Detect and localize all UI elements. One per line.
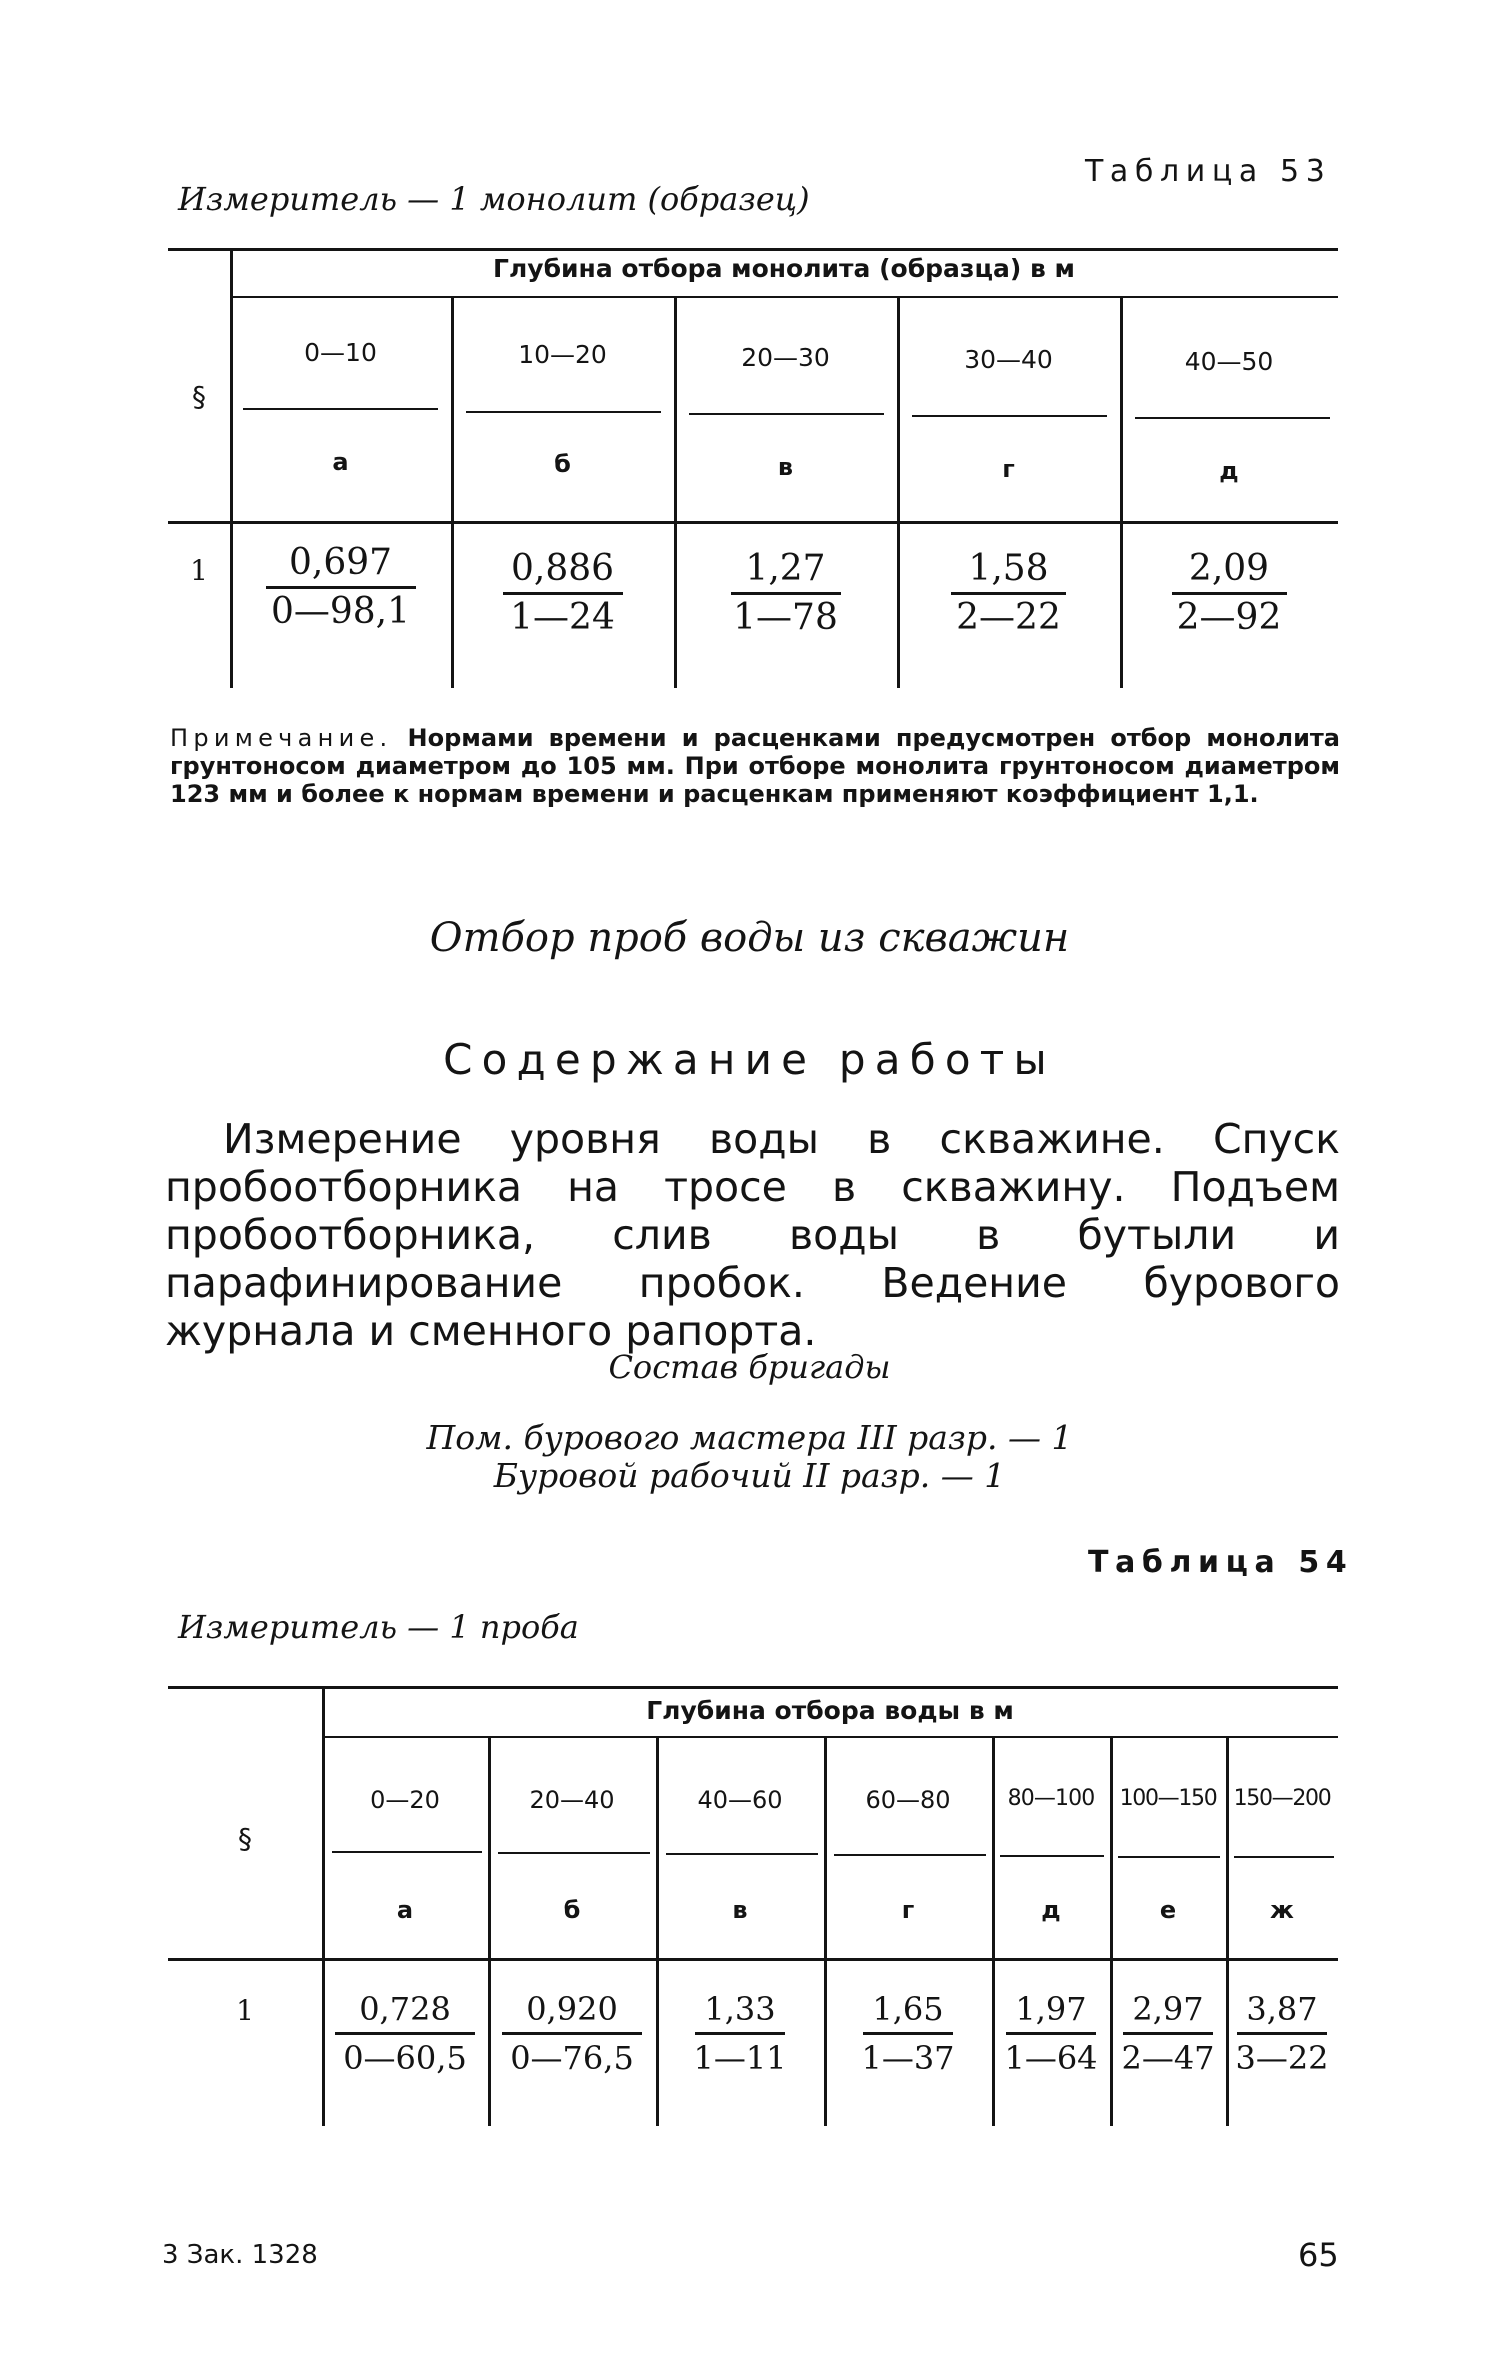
brigade-title: Состав бригады [608, 1348, 891, 1386]
table54-col-letter: г [901, 1896, 915, 1924]
table53-cell [897, 548, 1120, 639]
time-norm: 2—92 [1176, 597, 1282, 638]
table53-note [170, 724, 1340, 808]
note-text: Нормами времени и расценками предусмотрен отбор монолита грунтоносом диаметром до 105 мм. При отборе монолита грунтоносом диаметром 123 мм и более к нормам времени и расценкам применяют коэффициент 1,1. [170, 724, 1341, 808]
table54-label: Таблица 54 [1088, 1545, 1354, 1580]
time-norm: 1—11 [693, 2039, 787, 2077]
table54-col-letter: д [1041, 1896, 1061, 1924]
rate-value: 1,58 [968, 548, 1049, 589]
time-norm: 0—76,5 [510, 2039, 634, 2077]
table54-unit: Измеритель — 1 проба [178, 1608, 579, 1646]
table53-col-letter: д [1219, 457, 1239, 485]
rate-value: 1,27 [745, 548, 826, 589]
rate-value: 1,65 [872, 1990, 944, 2028]
rate-value: 0,728 [359, 1990, 451, 2028]
table54-col-range: 80—100 [1007, 1786, 1095, 1811]
table53-col-range: 0—10 [304, 338, 377, 367]
table54-cell [1110, 1988, 1226, 2079]
rate-value: 3,87 [1246, 1990, 1318, 2028]
table54 [168, 1686, 1338, 2126]
rate-value: 2,97 [1132, 1990, 1204, 2028]
time-norm: 1—37 [861, 2039, 955, 2077]
brigade-member: Пом. бурового мастера III разр. — 1 [426, 1418, 1073, 1457]
table53-col-letter: б [554, 450, 571, 478]
rate-value: 1,33 [704, 1990, 776, 2028]
page-number: 65 [1298, 2236, 1339, 2274]
table53-col-letter: а [332, 448, 349, 476]
table54-cell [992, 1988, 1110, 2079]
table53-col-range: 10—20 [518, 340, 607, 369]
rate-value: 1,97 [1015, 1990, 1087, 2028]
table54-col-range: 0—20 [370, 1786, 440, 1814]
time-norm: 1—24 [510, 597, 615, 638]
table53-group-header: Глубина отбора монолита (образца) в м [493, 254, 1075, 283]
print-signature: 3 Зак. 1328 [162, 2240, 318, 2270]
rate-value: 0,697 [288, 542, 393, 583]
table54-col-letter: б [563, 1896, 581, 1924]
table54-row-index: 1 [236, 1994, 254, 2027]
table53-label: Таблица 53 [1085, 154, 1332, 189]
table53-col-range: 20—30 [741, 343, 830, 372]
table54-col-range: 60—80 [865, 1786, 951, 1814]
table53-cell [230, 542, 451, 633]
note-label: Примечание. [170, 724, 393, 752]
table53-cell [451, 548, 674, 639]
table54-cell [322, 1988, 488, 2079]
rate-value: 0,886 [510, 548, 615, 589]
time-norm: 0—98,1 [270, 591, 411, 632]
table53-col-letter: г [1002, 455, 1015, 483]
time-norm: 2—47 [1121, 2039, 1215, 2077]
table53-section-header: § [192, 380, 206, 413]
table54-col-letter: в [732, 1896, 748, 1924]
table54-cell [1226, 1988, 1338, 2079]
table54-group-header: Глубина отбора воды в м [646, 1696, 1014, 1725]
table53-cell [674, 548, 897, 639]
table53 [168, 248, 1338, 688]
table54-col-range: 100—150 [1119, 1786, 1217, 1811]
table54-section-header: § [238, 1822, 252, 1855]
section-title: Отбор проб воды из скважин [429, 915, 1070, 961]
table54-col-letter: е [1159, 1896, 1177, 1924]
table54-col-range: 150—200 [1233, 1786, 1331, 1811]
table54-col-letter: ж [1270, 1896, 1294, 1924]
table54-cell [488, 1988, 656, 2079]
brigade-member: Буровой рабочий II разр. — 1 [493, 1456, 1006, 1495]
rate-value: 0,920 [526, 1990, 618, 2028]
time-norm: 2—22 [956, 597, 1061, 638]
table54-col-range: 40—60 [697, 1786, 783, 1814]
table54-col-letter: а [396, 1896, 414, 1924]
work-text: Измерение уровня воды в скважине. Спуск пробоотборника на тросе в скважину. Подъем пробоотборника, слив воды в бутыли и парафинирование пробок. Ведение бурового журнала и сменного рапорта. [165, 1115, 1340, 1355]
time-norm: 1—78 [733, 597, 838, 638]
time-norm: 3—22 [1235, 2039, 1329, 2077]
table54-cell [656, 1988, 824, 2079]
table53-row-index: 1 [190, 554, 208, 587]
table53-cell [1120, 548, 1338, 639]
time-norm: 0—60,5 [343, 2039, 467, 2077]
table53-unit: Измеритель — 1 монолит (образец) [178, 180, 810, 218]
table53-col-letter: в [777, 453, 794, 481]
time-norm: 1—64 [1004, 2039, 1098, 2077]
rate-value: 2,09 [1188, 548, 1270, 589]
table53-col-range: 40—50 [1184, 347, 1274, 376]
table54-col-range: 20—40 [529, 1786, 615, 1814]
table54-cell [824, 1988, 992, 2079]
work-title: Содержание работы [443, 1035, 1056, 1084]
table53-col-range: 30—40 [964, 345, 1053, 374]
